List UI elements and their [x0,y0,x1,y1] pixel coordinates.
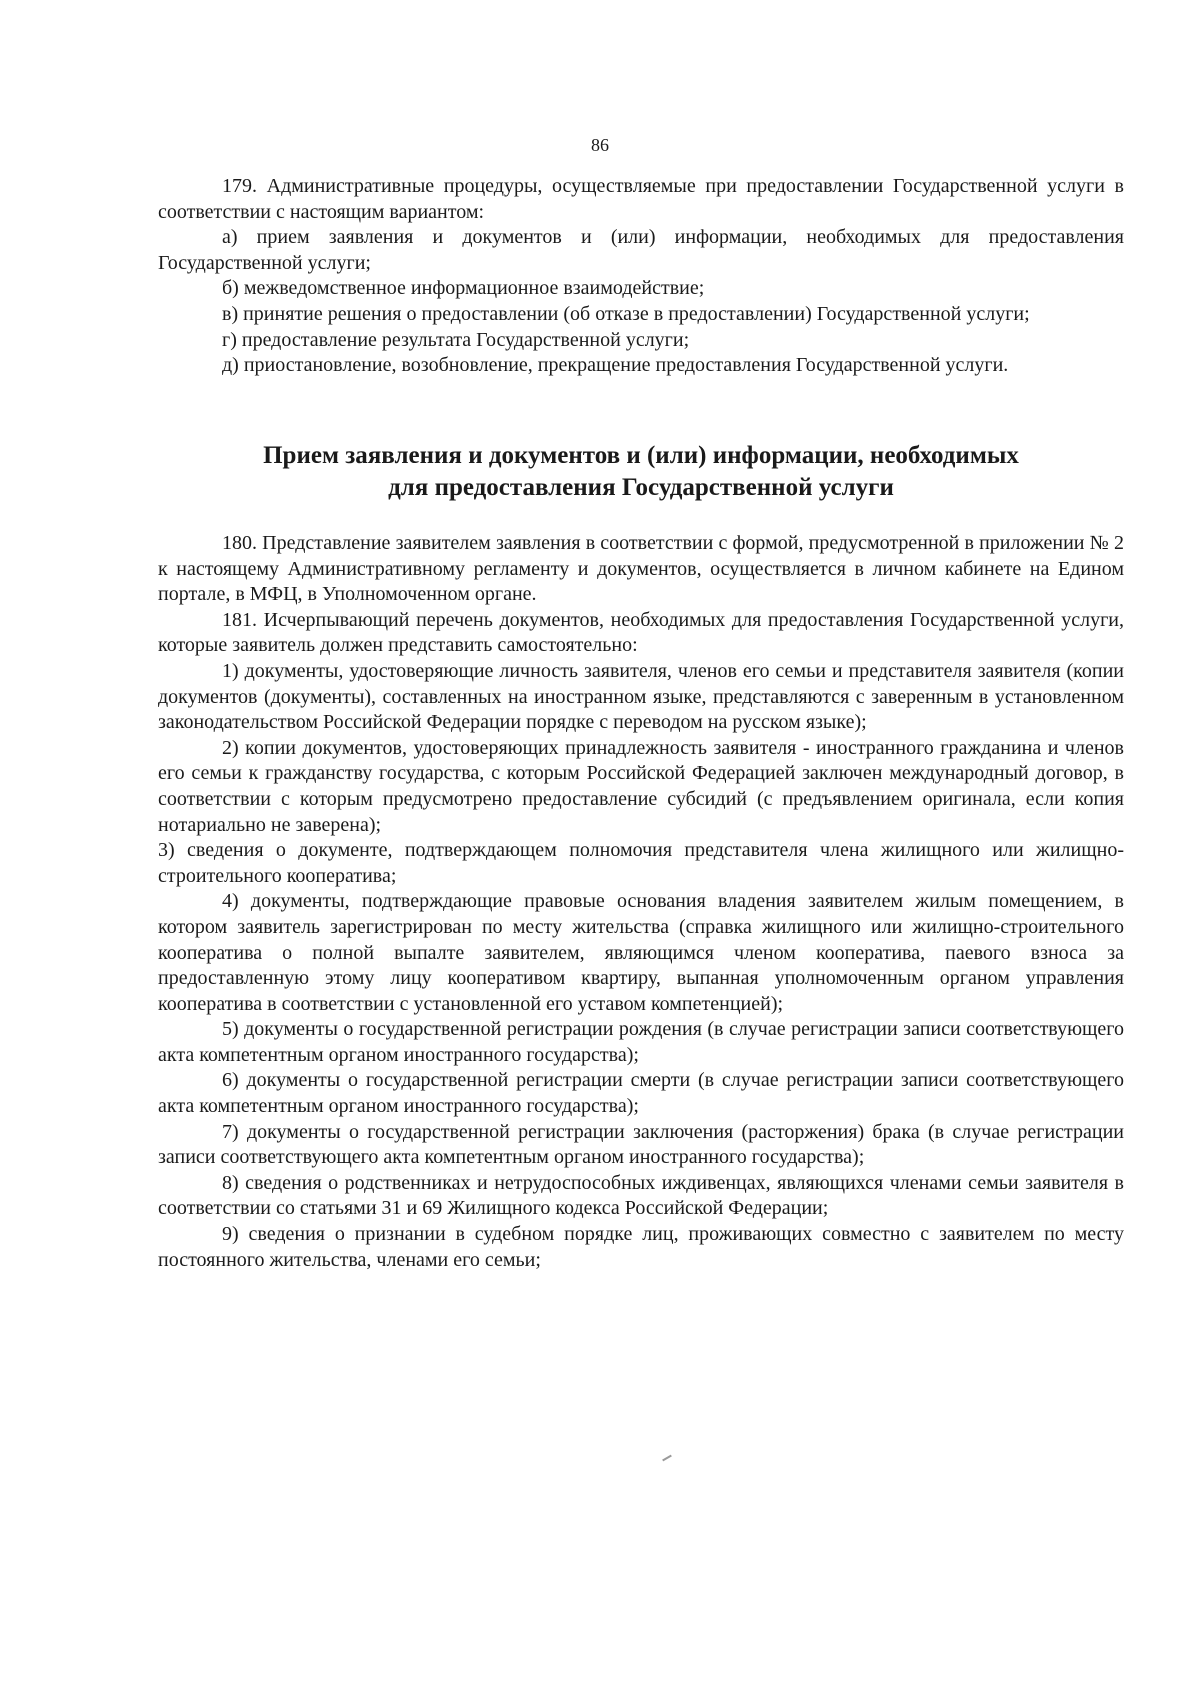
section-heading-line-1: Прием заявления и документов и (или) информации, необходимых [263,442,1019,469]
paragraph-181: 181. Исчерпывающий перечень документов, необходимых для предоставления Государственной услуги, которые заявитель должен представить самостоятельно: [158,608,1124,657]
list-item-v: в) принятие решения о предоставлении (об отказе в предоставлении) Государственной услуги; [222,302,1030,325]
list-item-2: 2) копии документов, удостоверяющих принадлежность заявителя - иностранного гражданина и членов его семьи к гражданству государства, с которым Российской Федерацией заключен международный договор, в соответствии с которым предусмотрено предоставление субсидий (с предъявлением оригинала, если копия нотариально не заверена); [158,736,1124,836]
paragraph-180: 180. Представление заявителем заявления в соответствии с формой, предусмотренной в приложении № 2 к настоящему Административному регламенту и документов, осуществляется в личном кабинете на Едином портале, в МФЦ, в Уполномоченном органе. [158,532,1124,606]
scan-mark [662,1455,672,1462]
intro-section [158,174,1124,379]
page-number: 86 [591,135,609,155]
list-item-9: 9) сведения о признании в судебном порядке лиц, проживающих совместно с заявителем по месту постоянного жительства, членами его семьи; [158,1223,1124,1271]
list-item-b: б) межведомственное информационное взаимодействие; [222,277,705,300]
main-section [158,531,1124,1273]
list-item-d: д) приостановление, возобновление, прекращение предоставления Государственной услуги. [222,354,1009,377]
list-item-6: 6) документы о государственной регистрации смерти (в случае регистрации записи соответствующего акта компетентным органом иностранного государства); [158,1069,1124,1118]
list-item-a: а) прием заявления и документов и (или) информации, необходимых для предоставления Государственной услуги; [158,226,1124,274]
section-heading-line-2: для предоставления Государственной услуги [388,474,894,501]
section-heading [158,440,1124,504]
list-item-3: 3) сведения о документе, подтверждающем полномочия представителя члена жилищного или жилищно-строительного кооператива; [158,839,1124,887]
list-item-g: г) предоставление результата Государственной услуги; [222,328,690,351]
list-item-1: 1) документы, удостоверяющие личность заявителя, членов его семьи и представителя заявителя (копии документов (документы), составленных на иностранном языке, представляются с заверенным в установленном законодательством Российской Федерации порядке с переводом на русском языке); [158,659,1124,734]
list-item-8: 8) сведения о родственниках и нетрудоспособных иждивенцах, являющихся членами семьи заявителя в соответствии со статьями 31 и 69 Жилищного кодекса Российской Федерации; [158,1171,1124,1220]
list-item-7: 7) документы о государственной регистрации заключения (расторжения) брака (в случае регистрации записи соответствующего акта компетентным органом иностранного государства); [158,1120,1124,1169]
list-item-5: 5) документы о государственной регистрации рождения (в случае регистрации записи соответствующего акта компетентным органом иностранного государства); [158,1018,1124,1066]
paragraph-179: 179. Административные процедуры, осуществляемые при предоставлении Государственной услуги в соответствии с настоящим вариантом: [158,175,1124,223]
list-item-4: 4) документы, подтверждающие правовые основания владения заявителем жилым помещением, в котором заявитель зарегистрирован по месту жительства (справка жилищного или жилищно-строительного кооператива о полной выпалте заявителем, являющимся членом кооператива, паевого взноса за предоставленную этому лицу кооперативом квартиру, выпанная уполномоченным органом управления кооператива в соответствии с установленной его уставом компетенцией); [158,890,1124,1015]
